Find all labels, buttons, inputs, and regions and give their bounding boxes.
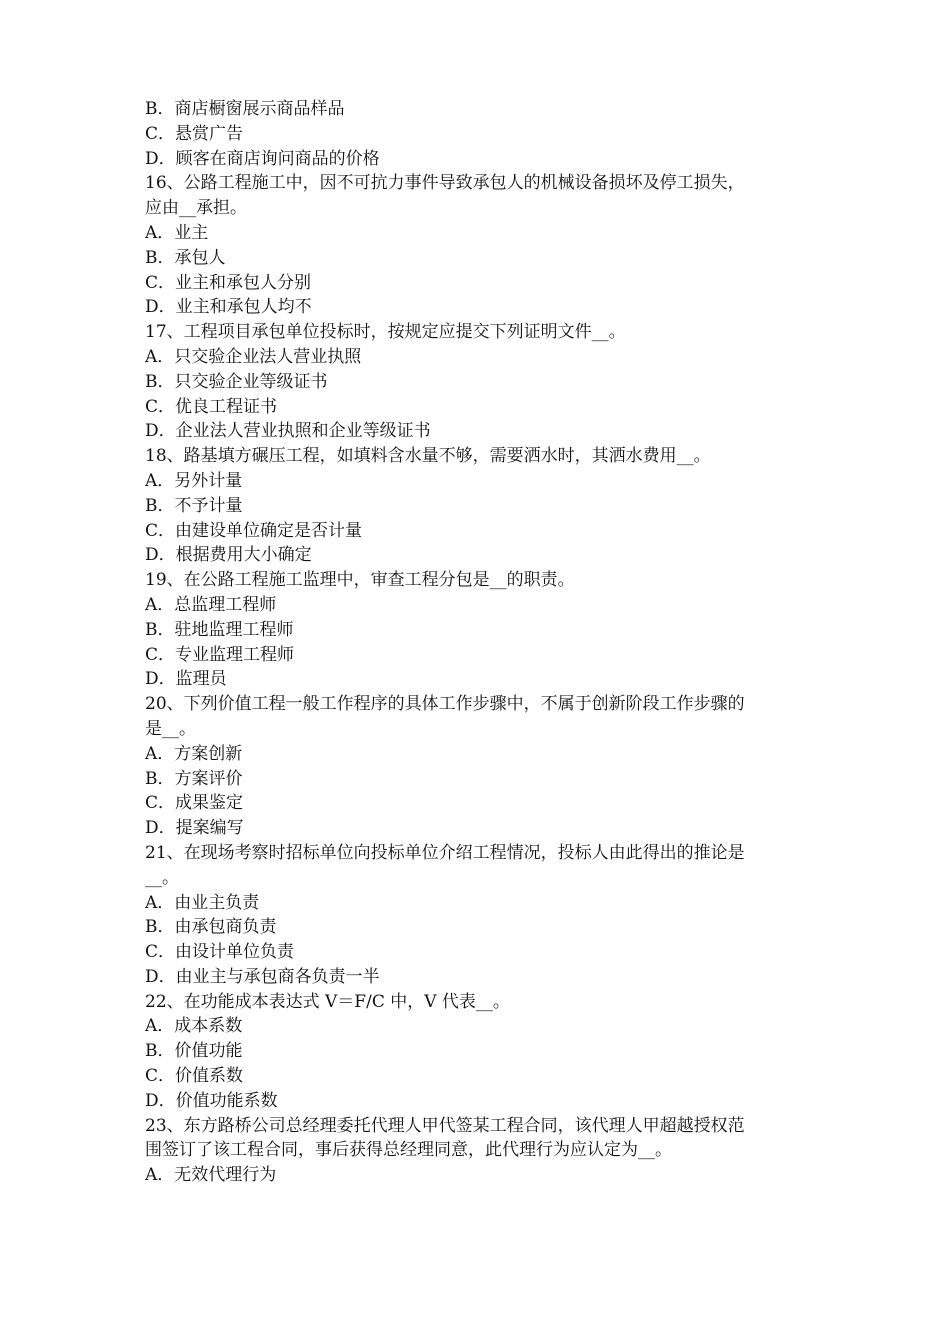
question-item <box>145 320 813 345</box>
question-text-line: 18、路基填方碾压工程，如填料含水量不够，需要洒水时，其洒水费用__。 <box>145 446 711 467</box>
answer-option: B．驻地监理工程师 <box>145 619 294 640</box>
answer-option: A．由业主负责 <box>145 892 260 913</box>
question-item <box>145 841 813 891</box>
answer-option: C．价值系数 <box>145 1066 244 1087</box>
answer-option: D．由业主与承包商各负责一半 <box>145 966 380 987</box>
question-text-line: __。 <box>145 867 179 888</box>
answer-option: A．成本系数 <box>145 1016 243 1037</box>
question-text-line: 应由__承担。 <box>145 198 247 219</box>
answer-option: A．业主 <box>145 222 209 243</box>
answer-option: B．不予计量 <box>145 495 243 516</box>
answer-option: A．无效代理行为 <box>145 1165 277 1186</box>
answer-option: C．成果鉴定 <box>145 793 244 814</box>
question-item <box>145 171 813 221</box>
answer-option: C．优良工程证书 <box>145 396 278 417</box>
answer-option: A．只交验企业法人营业执照 <box>145 346 362 367</box>
answer-option: B．价值功能 <box>145 1041 243 1062</box>
answer-option: D．业主和承包人均不 <box>145 297 312 318</box>
answer-option: C．由设计单位负责 <box>145 942 295 963</box>
question-item <box>145 568 813 593</box>
answer-option: B．只交验企业等级证书 <box>145 371 328 392</box>
answer-option: C．悬赏广告 <box>145 123 244 144</box>
answer-option: C．业主和承包人分别 <box>145 272 312 293</box>
answer-option: B．方案评价 <box>145 768 243 789</box>
question-text-line: 20、下列价值工程一般工作程序的具体工作步骤中，不属于创新阶段工作步骤的 <box>145 694 745 715</box>
answer-option: B．承包人 <box>145 247 226 268</box>
question-item <box>145 990 813 1015</box>
answer-option: D．顾客在商店询问商品的价格 <box>145 148 380 169</box>
question-text-line: 17、工程项目承包单位投标时，按规定应提交下列证明文件__。 <box>145 322 626 343</box>
answer-option: C．专业监理工程师 <box>145 644 295 665</box>
question-item <box>145 444 813 469</box>
question-text-line: 21、在现场考察时招标单位向投标单位介绍工程情况，投标人由此得出的推论是 <box>145 842 745 863</box>
question-text-line: 22、在功能成本表达式 V＝F/C 中，V 代表__。 <box>145 991 510 1012</box>
answer-option: D．监理员 <box>145 669 227 690</box>
answer-option: A．另外计量 <box>145 470 243 491</box>
answer-option: B．商店橱窗展示商品样品 <box>145 99 345 119</box>
question-text-line: 16、公路工程施工中，因不可抗力事件导致承包人的机械设备损坏及停工损失， <box>145 173 745 194</box>
answer-option: B．由承包商负责 <box>145 917 277 938</box>
question-text-line: 是__。 <box>145 718 196 739</box>
question-text-line: 23、东方路桥公司总经理委托代理人甲代签某工程合同，该代理人甲超越授权范 <box>145 1115 745 1136</box>
answer-option: D．企业法人营业执照和企业等级证书 <box>145 421 431 442</box>
question-item <box>145 692 813 742</box>
answer-option: D．提案编写 <box>145 818 244 839</box>
answer-option: A．总监理工程师 <box>145 594 277 615</box>
answer-option: A．方案创新 <box>145 743 243 764</box>
answer-option: D．根据费用大小确定 <box>145 545 312 566</box>
question-text-line: 围签订了该工程合同，事后获得总经理同意，此代理行为应认定为__。 <box>145 1140 672 1161</box>
answer-option: C．由建设单位确定是否计量 <box>145 520 363 541</box>
question-item <box>145 1114 813 1164</box>
document-body <box>145 97 813 1188</box>
question-text-line: 19、在公路工程施工监理中，审查工程分包是__的职责。 <box>145 570 575 591</box>
answer-option: D．价值功能系数 <box>145 1090 278 1111</box>
